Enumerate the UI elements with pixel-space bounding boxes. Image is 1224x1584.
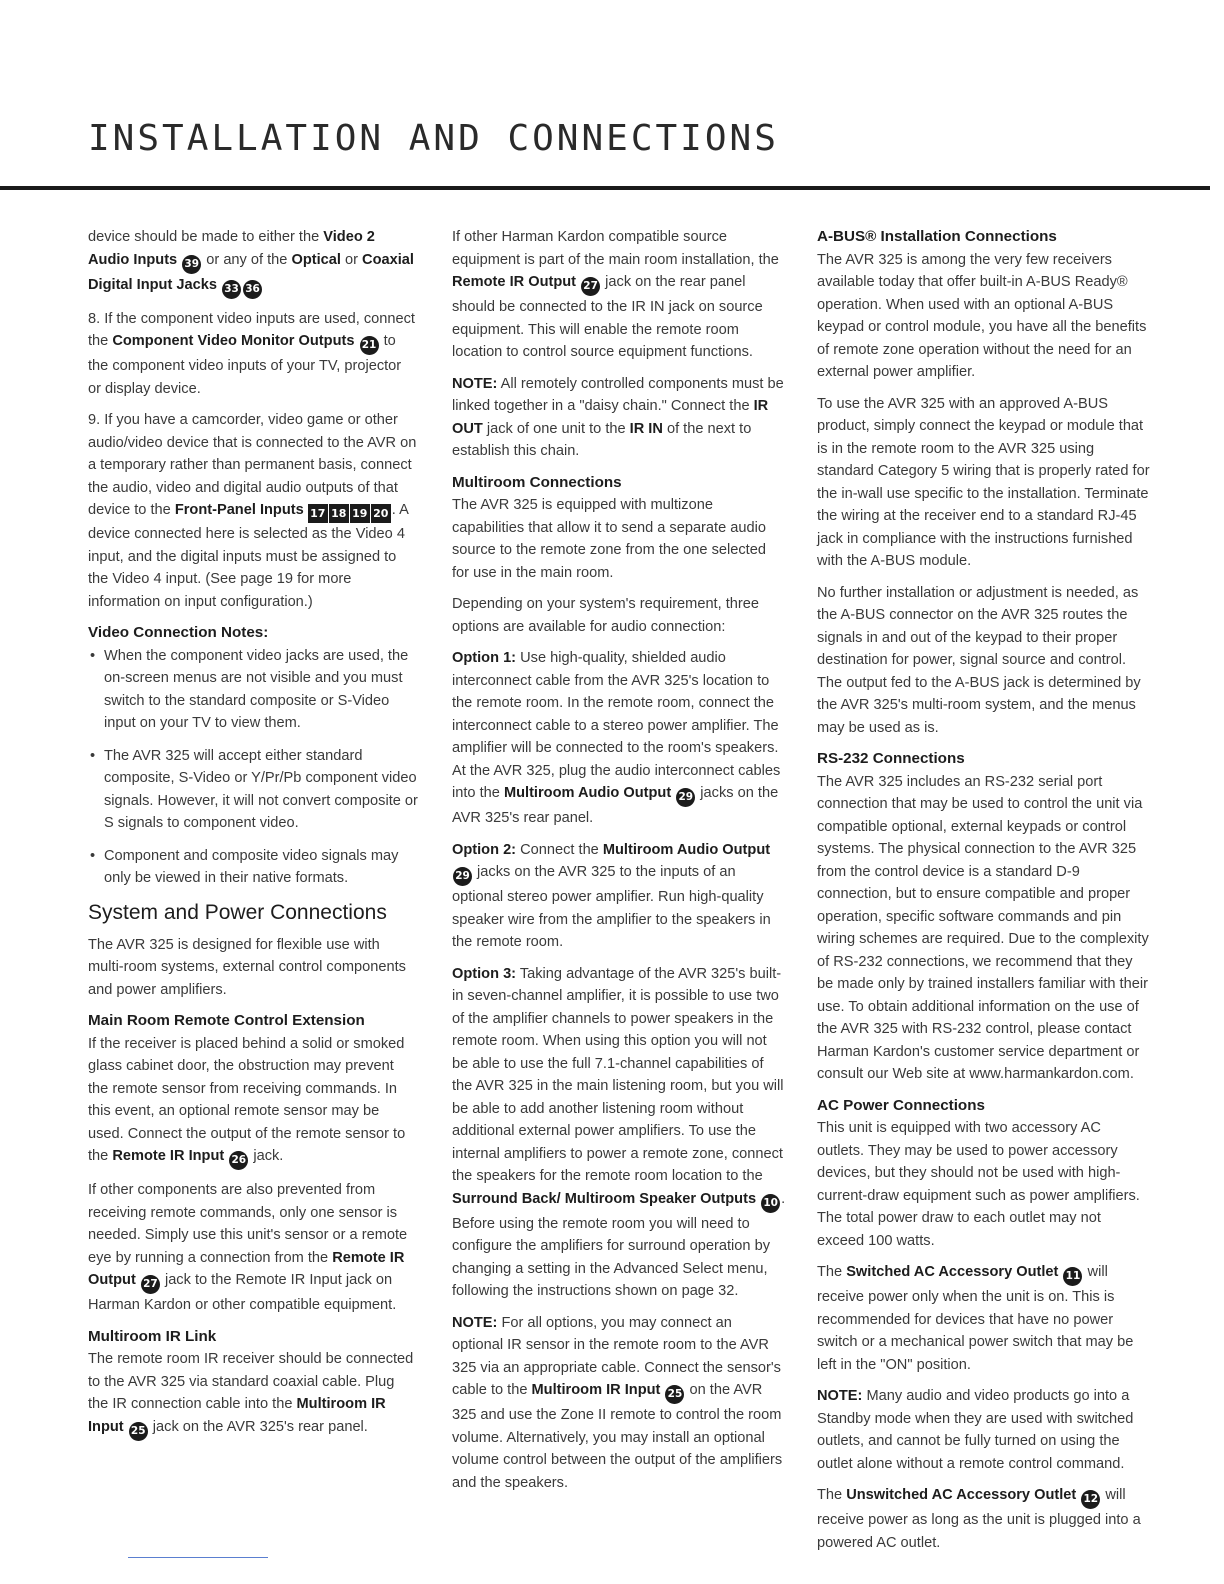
remote-ir-output-paragraph: If other Harman Kardon compatible source equipment is part of the main room installation, the Remote IR Output 27 jack on the rear panel should be connected to the IR IN jack on source equipment. This will enable the remote room location to control source equipment functions. [452,229,779,360]
paragraph-video2-continued: device should be made to either the Video 2 Audio Inputs 39 or any of the Optical or Coaxial Digital Input Jacks 33 36 [88,226,418,299]
page-title: INSTALLATION AND CONNECTIONS [88,118,779,159]
note-standby: NOTE: Many audio and video products go into a Standby mode when they are used with switched outlets, and cannot be fully turned on using the outlet alone without a remote control command. [817,1388,1134,1472]
multiroom-ir-heading: Multiroom IR Link [88,1327,217,1345]
callout-badge: 21 [360,336,379,355]
callout-badge: 10 [761,1194,780,1213]
ac-power-paragraph: This unit is equipped with two accessory AC outlets. They may be used to power accessory devices, but they should not be used with high-current-draw equipment such as power amplifiers. The total power draw to each outlet may not exceed 100 watts. [817,1120,1140,1249]
callout-badge: 39 [182,255,201,274]
switched-outlet-paragraph: The Switched AC Accessory Outlet 11 will receive power only when the unit is on. This is recommended for devices that have no power switch or a mechanical power switch that may be left in the "ON" position. [817,1264,1134,1373]
callout-square: 19 [350,504,370,523]
rs232-paragraph: The AVR 325 includes an RS-232 serial port connection that may be used to control the unit via compatible optional, external keypads or control systems. The physical connection to the AVR 325 from the control device is a standard D-9 connection, but to ensure compatible and proper operation, specific software commands and pin wiring schemes are required. Due to the complexity of RS-232 connections, we recommend that they be made only by trained installers familiar with their use. To obtain additional information on the use of the AVR 325 with RS-232 control, please contact Harman Kardon's customer service department or consult our Web site at www.harmankardon.com. [817,773,1149,1082]
main-room-paragraph-1: If the receiver is placed behind a solid or smoked glass cabinet door, the obstruction may prevent the remote sensor from receiving commands. In this event, an optional remote sensor may be used. Connect the output of the remote sensor to the Remote IR Input 26 jack. [88,1033,418,1171]
abus-heading: A-BUS® Installation Connections [817,228,1057,245]
abus-paragraph-1: The AVR 325 is among the very few receivers available today that offer built-in A-BUS Ready® operation. When used with an optional A-BUS keypad or control module, you have all the benefits of remote zone operation without the need for an external power amplifier. [817,251,1147,380]
options-intro-paragraph: Depending on your system's requirement, three options are available for audio connection: [452,596,759,635]
abus-paragraph-2: To use the AVR 325 with an approved A-BUS product, simply connect the keypad or module that is in the remote room to the AVR 325 using standard Category 5 wiring that is properly rated for the in-wall use specific to the installation. Terminate the wiring at the receiver end to a standard RJ-45 jack in compliance with the instructions furnished with the A-BUS module. [817,395,1150,569]
callout-badge: 12 [1081,1490,1100,1509]
video-notes-heading: Video Connection Notes: [88,624,269,641]
callout-square: 20 [371,504,391,523]
main-room-heading: Main Room Remote Control Extension [88,1012,365,1029]
list-item: • Component and composite video signals may only be viewed in their native formats. [88,845,418,890]
list-item: • The AVR 325 will accept either standard composite, S-Video or Y/Pr/Pb component video signals. However, it will not convert composite or S signals to component video. [88,745,418,835]
abus-paragraph-3: No further installation or adjustment is needed, as the A-BUS connector on the AVR 325 routes the signals in and out of the keypad to their proper destination for power, signal source and control. The output fed to the A-BUS jack is determined by the AVR 325's multi-room system, and the menus may be used as is. [817,584,1141,736]
callout-square: 18 [329,504,349,523]
callout-badge: 11 [1063,1267,1082,1286]
footer-divider [128,1557,268,1558]
column-2 [452,226,786,1503]
multiroom-connections-heading: Multiroom Connections [452,473,622,491]
ac-power-heading: AC Power Connections [817,1096,985,1114]
callout-badge: 29 [453,867,472,886]
column-1 [88,226,418,1450]
option-3-paragraph: Option 3: Taking advantage of the AVR 325's built-in seven-channel amplifier, it is possible to use two of the amplifier channels to power speakers in the remote room. When using this option you will not be able to use the full 7.1-channel capabilities of the AVR 325 in the main listening room, but you will be able to add another listening room without additional external power amplifiers. To use the internal amplifiers to power a remote zone, connect the speakers for the remote room location to the Surround Back/ Multiroom Speaker Outputs 10 . Before using the remote room you will need to configure the amplifiers for surround operation by changing a setting in the Advanced Select menu, following the instructions shown on page 32. [452,965,786,1299]
note-daisy-chain: NOTE: All remotely controlled components must be linked together in a "daisy chain." Connect the IR OUT jack of one unit to the IR IN of the next to establish this chain. [452,375,784,459]
unswitched-outlet-paragraph: The Unswitched AC Accessory Outlet 12 will receive power as long as the unit is plugged into a powered AC outlet. [817,1487,1141,1551]
video-notes-list [88,645,418,890]
rs232-heading: RS-232 Connections [817,750,965,767]
list-item: • When the component video jacks are used, the on-screen menus are not visible and you must switch to the standard composite or S-Video input on your TV to view them. [88,645,418,735]
main-room-paragraph-2: If other components are also prevented from receiving remote commands, only one sensor is needed. Simply use this unit's sensor or a remote eye by running a connection from the Remote IR Output 27 jack to the Remote IR Input jack on Harman Kardon or other compatible equipment. [88,1182,408,1313]
paragraph-step-8: 8. If the component video inputs are used, connect the Component Video Monitor Outputs 21 to the component video inputs of your TV, projector or display device. [88,310,415,397]
callout-badge: 33 [222,280,241,299]
system-power-paragraph: The AVR 325 is designed for flexible use with multi-room systems, external control components and power amplifiers. [88,936,406,998]
multiroom-ir-paragraph: The remote room IR receiver should be connected to the AVR 325 via standard coaxial cable. Plug the IR connection cable into the Multiroom IR Input 25 jack on the AVR 325's rear panel. [88,1348,418,1441]
callout-badge: 26 [229,1151,248,1170]
system-power-heading: System and Power Connections [88,900,387,924]
callout-square: 17 [308,504,328,523]
callout-badge: 36 [243,280,262,299]
callout-badge: 27 [581,277,600,296]
option-2-paragraph: Option 2: Connect the Multiroom Audio Output 29 jacks on the AVR 325 to the inputs of an optional stereo power amplifier. Run high-quality speaker wire from the amplifier to the speakers in the remote room. [452,841,771,950]
multiroom-paragraph: The AVR 325 is equipped with multizone capabilities that allow it to send a separate audio source to the remote zone from the one selected for use in the main room. [452,497,766,581]
callout-badge: 27 [141,1275,160,1294]
column-3 [817,226,1151,1563]
callout-badge: 25 [665,1385,684,1404]
callout-badge: 25 [129,1422,148,1441]
paragraph-step-9: 9. If you have a camcorder, video game or other audio/video device that is connected to the AVR on a temporary rather than permanent basis, connect the audio, video and digital audio outputs of that device to the Front-Panel Inputs 17 18 19 20 . A device connected here is selected as the Video 4 input, and the digital inputs must be assigned to the Video 4 input. (See page 19 for more information on input configuration.) [88,412,417,610]
note-ir-sensor: NOTE: For all options, you may connect an optional IR sensor in the remote room to the AVR 325 via an appropriate cable. Connect the sensor's cable to the Multiroom IR Input 25 on the AVR 325 and use the Zone II remote to control the room volume. Alternatively, you may install an optional volume control between the output of the amplifiers and the speakers. [452,1314,783,1491]
callout-badge: 29 [676,788,695,807]
option-1-paragraph: Option 1: Use high-quality, shielded audio interconnect cable from the AVR 325's location to the remote room. In the remote room, connect the interconnect cable to a stereo power amplifier. The amplifier will be connected to the room's speakers. At the AVR 325, plug the audio interconnect cables into the Multiroom Audio Output 29 jacks on the AVR 325's rear panel. [452,650,781,826]
title-divider [0,186,1210,190]
